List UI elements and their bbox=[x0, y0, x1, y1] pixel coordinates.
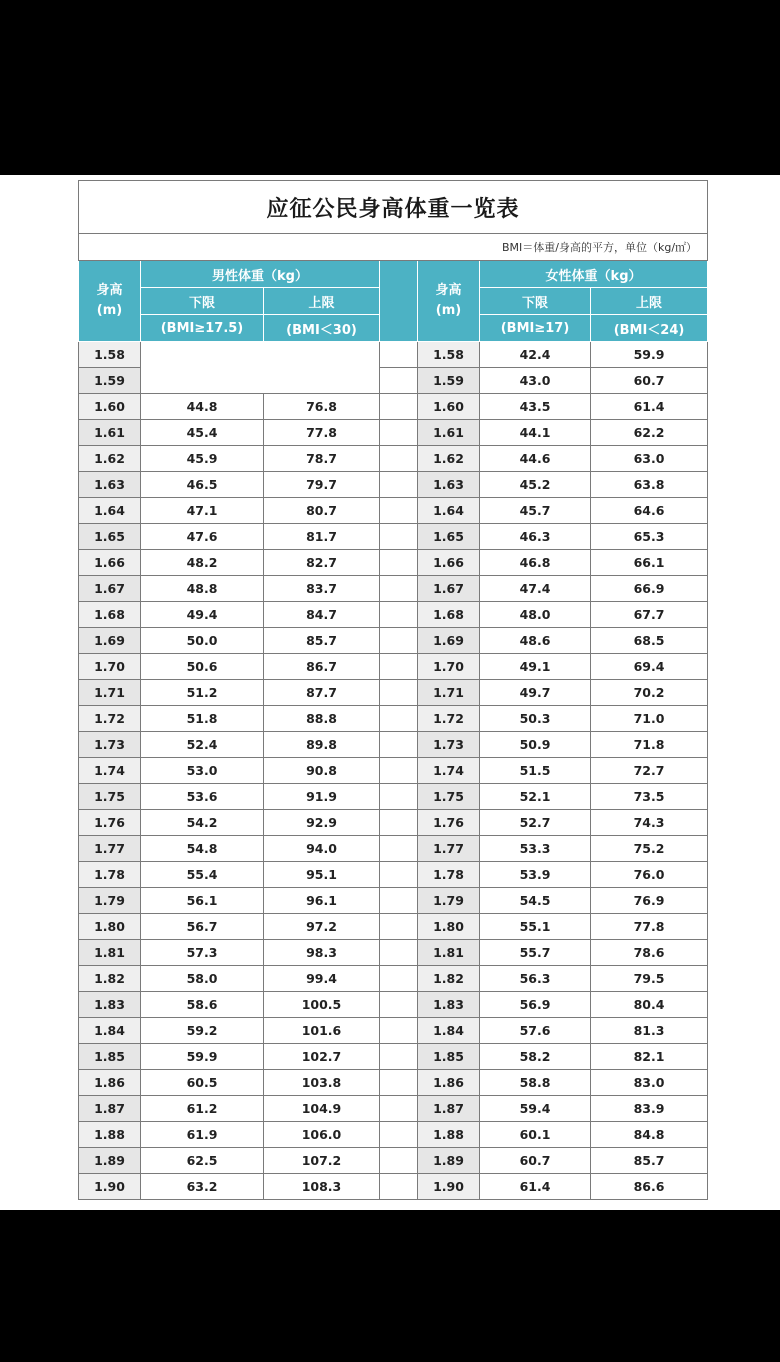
height-unit: (m) bbox=[435, 303, 462, 318]
male-upper-cell: 98.3 bbox=[264, 940, 380, 966]
female-height-cell: 1.70 bbox=[418, 654, 480, 680]
female-height-cell: 1.82 bbox=[418, 966, 480, 992]
female-lower-cell: 43.5 bbox=[480, 394, 591, 420]
female-height-cell: 1.61 bbox=[418, 420, 480, 446]
gap-cell bbox=[380, 550, 418, 576]
male-height-cell: 1.59 bbox=[79, 368, 141, 394]
female-lower-header: 下限 bbox=[480, 288, 591, 315]
female-height-header bbox=[418, 261, 480, 342]
male-height-cell: 1.84 bbox=[79, 1018, 141, 1044]
table-row bbox=[79, 1096, 708, 1122]
female-upper-cell: 83.9 bbox=[591, 1096, 708, 1122]
male-lower-cell: 58.0 bbox=[141, 966, 264, 992]
male-lower-cell: 46.5 bbox=[141, 472, 264, 498]
female-upper-cell: 86.6 bbox=[591, 1174, 708, 1200]
male-upper-cell: 101.6 bbox=[264, 1018, 380, 1044]
height-label: 身高 bbox=[96, 283, 123, 298]
male-upper-cell: 83.7 bbox=[264, 576, 380, 602]
table-row bbox=[79, 836, 708, 862]
gap-cell bbox=[380, 524, 418, 550]
male-lower-cell: 53.6 bbox=[141, 784, 264, 810]
female-upper-cell: 80.4 bbox=[591, 992, 708, 1018]
male-upper-cell: 89.8 bbox=[264, 732, 380, 758]
table-row bbox=[79, 576, 708, 602]
table-row bbox=[79, 1174, 708, 1200]
male-upper-cell: 78.7 bbox=[264, 446, 380, 472]
female-lower-cell: 60.7 bbox=[480, 1148, 591, 1174]
female-height-cell: 1.71 bbox=[418, 680, 480, 706]
gap-cell bbox=[380, 810, 418, 836]
male-upper-cell: 85.7 bbox=[264, 628, 380, 654]
table-row bbox=[79, 992, 708, 1018]
male-lower-cell: 57.3 bbox=[141, 940, 264, 966]
female-height-cell: 1.81 bbox=[418, 940, 480, 966]
male-upper-cell: 87.7 bbox=[264, 680, 380, 706]
table-row bbox=[79, 472, 708, 498]
female-upper-cell: 64.6 bbox=[591, 498, 708, 524]
gap-cell bbox=[380, 342, 418, 368]
male-height-cell: 1.63 bbox=[79, 472, 141, 498]
female-lower-cell: 51.5 bbox=[480, 758, 591, 784]
table-row bbox=[79, 966, 708, 992]
male-upper-cell: 95.1 bbox=[264, 862, 380, 888]
male-lower-cell: 47.1 bbox=[141, 498, 264, 524]
male-lower-cell: 59.2 bbox=[141, 1018, 264, 1044]
male-height-cell: 1.65 bbox=[79, 524, 141, 550]
gap-cell bbox=[380, 992, 418, 1018]
male-height-cell: 1.69 bbox=[79, 628, 141, 654]
female-lower-cell: 49.7 bbox=[480, 680, 591, 706]
female-lower-cell: 56.3 bbox=[480, 966, 591, 992]
male-height-cell: 1.79 bbox=[79, 888, 141, 914]
table-row bbox=[79, 940, 708, 966]
male-upper-cell: 86.7 bbox=[264, 654, 380, 680]
male-height-header bbox=[79, 261, 141, 342]
female-height-cell: 1.73 bbox=[418, 732, 480, 758]
female-lower-cell: 60.1 bbox=[480, 1122, 591, 1148]
female-height-cell: 1.80 bbox=[418, 914, 480, 940]
male-lower-cell: 52.4 bbox=[141, 732, 264, 758]
male-lower-cell: 51.8 bbox=[141, 706, 264, 732]
female-height-cell: 1.63 bbox=[418, 472, 480, 498]
female-lower-cell: 56.9 bbox=[480, 992, 591, 1018]
table-row bbox=[79, 654, 708, 680]
female-height-cell: 1.62 bbox=[418, 446, 480, 472]
male-upper-cell: 92.9 bbox=[264, 810, 380, 836]
male-height-cell: 1.89 bbox=[79, 1148, 141, 1174]
female-height-cell: 1.85 bbox=[418, 1044, 480, 1070]
bmi-note: BMI＝体重/身高的平方，单位（kg/㎡） bbox=[79, 234, 708, 261]
male-upper-cell: 99.4 bbox=[264, 966, 380, 992]
gap-cell bbox=[380, 498, 418, 524]
male-lower-cell: 62.5 bbox=[141, 1148, 264, 1174]
table-row bbox=[79, 1148, 708, 1174]
female-upper-cell: 84.8 bbox=[591, 1122, 708, 1148]
male-height-cell: 1.71 bbox=[79, 680, 141, 706]
male-height-cell: 1.72 bbox=[79, 706, 141, 732]
male-height-cell: 1.73 bbox=[79, 732, 141, 758]
height-label: 身高 bbox=[435, 283, 462, 298]
male-height-cell: 1.78 bbox=[79, 862, 141, 888]
male-height-cell: 1.83 bbox=[79, 992, 141, 1018]
table-row bbox=[79, 1122, 708, 1148]
female-height-cell: 1.72 bbox=[418, 706, 480, 732]
male-height-cell: 1.64 bbox=[79, 498, 141, 524]
male-upper-cell: 84.7 bbox=[264, 602, 380, 628]
male-upper-header: 上限 bbox=[264, 288, 380, 315]
male-height-cell: 1.85 bbox=[79, 1044, 141, 1070]
male-upper-cell: 96.1 bbox=[264, 888, 380, 914]
female-upper-cell: 73.5 bbox=[591, 784, 708, 810]
female-lower-cell: 58.8 bbox=[480, 1070, 591, 1096]
female-lower-cell: 44.1 bbox=[480, 420, 591, 446]
male-upper-cell: 90.8 bbox=[264, 758, 380, 784]
female-height-cell: 1.86 bbox=[418, 1070, 480, 1096]
male-weight-blank bbox=[141, 342, 380, 394]
female-lower-cell: 58.2 bbox=[480, 1044, 591, 1070]
female-upper-cell: 70.2 bbox=[591, 680, 708, 706]
male-lower-cell: 50.0 bbox=[141, 628, 264, 654]
female-height-cell: 1.74 bbox=[418, 758, 480, 784]
male-upper-cell: 103.8 bbox=[264, 1070, 380, 1096]
female-lower-cell: 49.1 bbox=[480, 654, 591, 680]
table-row bbox=[79, 1070, 708, 1096]
male-upper-cell: 91.9 bbox=[264, 784, 380, 810]
gap-cell bbox=[380, 732, 418, 758]
gap-cell bbox=[380, 758, 418, 784]
table-row bbox=[79, 1018, 708, 1044]
bmi-sheet bbox=[78, 180, 707, 1200]
table-row bbox=[79, 498, 708, 524]
table-row bbox=[79, 888, 708, 914]
male-height-cell: 1.90 bbox=[79, 1174, 141, 1200]
female-lower-cell: 48.0 bbox=[480, 602, 591, 628]
female-lower-cell: 61.4 bbox=[480, 1174, 591, 1200]
female-height-cell: 1.59 bbox=[418, 368, 480, 394]
male-height-cell: 1.76 bbox=[79, 810, 141, 836]
table-row bbox=[79, 862, 708, 888]
document-page bbox=[0, 175, 780, 1210]
male-lower-cell: 45.9 bbox=[141, 446, 264, 472]
gap-cell bbox=[380, 914, 418, 940]
gap-cell bbox=[380, 1044, 418, 1070]
table-row bbox=[79, 784, 708, 810]
female-upper-cell: 65.3 bbox=[591, 524, 708, 550]
female-upper-cell: 66.9 bbox=[591, 576, 708, 602]
female-upper-cell: 59.9 bbox=[591, 342, 708, 368]
table-row bbox=[79, 550, 708, 576]
male-height-cell: 1.66 bbox=[79, 550, 141, 576]
male-upper-cell: 102.7 bbox=[264, 1044, 380, 1070]
female-upper-bmi: (BMI＜24) bbox=[591, 315, 708, 342]
female-upper-cell: 60.7 bbox=[591, 368, 708, 394]
gap-cell bbox=[380, 1174, 418, 1200]
female-height-cell: 1.75 bbox=[418, 784, 480, 810]
male-upper-cell: 104.9 bbox=[264, 1096, 380, 1122]
male-weight-header: 男性体重（kg） bbox=[141, 261, 380, 288]
header-gap bbox=[380, 261, 418, 342]
male-lower-cell: 48.8 bbox=[141, 576, 264, 602]
gap-cell bbox=[380, 836, 418, 862]
female-upper-cell: 76.9 bbox=[591, 888, 708, 914]
male-lower-header: 下限 bbox=[141, 288, 264, 315]
male-lower-cell: 48.2 bbox=[141, 550, 264, 576]
male-upper-cell: 108.3 bbox=[264, 1174, 380, 1200]
gap-cell bbox=[380, 680, 418, 706]
male-lower-cell: 59.9 bbox=[141, 1044, 264, 1070]
female-height-cell: 1.67 bbox=[418, 576, 480, 602]
male-lower-cell: 51.2 bbox=[141, 680, 264, 706]
male-lower-cell: 50.6 bbox=[141, 654, 264, 680]
male-lower-cell: 56.7 bbox=[141, 914, 264, 940]
table-row bbox=[79, 342, 708, 368]
female-height-cell: 1.64 bbox=[418, 498, 480, 524]
male-upper-cell: 81.7 bbox=[264, 524, 380, 550]
male-upper-cell: 106.0 bbox=[264, 1122, 380, 1148]
male-height-cell: 1.70 bbox=[79, 654, 141, 680]
male-height-cell: 1.58 bbox=[79, 342, 141, 368]
male-lower-cell: 47.6 bbox=[141, 524, 264, 550]
table-row bbox=[79, 706, 708, 732]
gap-cell bbox=[380, 420, 418, 446]
gap-cell bbox=[380, 446, 418, 472]
gap-cell bbox=[380, 576, 418, 602]
female-height-cell: 1.84 bbox=[418, 1018, 480, 1044]
female-upper-cell: 83.0 bbox=[591, 1070, 708, 1096]
female-lower-cell: 46.3 bbox=[480, 524, 591, 550]
female-lower-cell: 52.1 bbox=[480, 784, 591, 810]
female-lower-cell: 53.9 bbox=[480, 862, 591, 888]
male-height-cell: 1.81 bbox=[79, 940, 141, 966]
female-upper-cell: 81.3 bbox=[591, 1018, 708, 1044]
female-upper-cell: 72.7 bbox=[591, 758, 708, 784]
male-upper-cell: 76.8 bbox=[264, 394, 380, 420]
male-height-cell: 1.67 bbox=[79, 576, 141, 602]
male-height-cell: 1.60 bbox=[79, 394, 141, 420]
female-upper-header: 上限 bbox=[591, 288, 708, 315]
female-upper-cell: 79.5 bbox=[591, 966, 708, 992]
male-upper-bmi: (BMI＜30) bbox=[264, 315, 380, 342]
gap-cell bbox=[380, 368, 418, 394]
male-lower-cell: 54.8 bbox=[141, 836, 264, 862]
table-row bbox=[79, 680, 708, 706]
gap-cell bbox=[380, 706, 418, 732]
female-lower-cell: 53.3 bbox=[480, 836, 591, 862]
female-height-cell: 1.83 bbox=[418, 992, 480, 1018]
female-height-cell: 1.65 bbox=[418, 524, 480, 550]
male-height-cell: 1.88 bbox=[79, 1122, 141, 1148]
female-upper-cell: 75.2 bbox=[591, 836, 708, 862]
female-height-cell: 1.66 bbox=[418, 550, 480, 576]
male-height-cell: 1.74 bbox=[79, 758, 141, 784]
table-row bbox=[79, 394, 708, 420]
table-row bbox=[79, 758, 708, 784]
female-lower-cell: 55.1 bbox=[480, 914, 591, 940]
female-upper-cell: 82.1 bbox=[591, 1044, 708, 1070]
female-upper-cell: 74.3 bbox=[591, 810, 708, 836]
gap-cell bbox=[380, 1070, 418, 1096]
male-lower-cell: 55.4 bbox=[141, 862, 264, 888]
male-height-cell: 1.61 bbox=[79, 420, 141, 446]
gap-cell bbox=[380, 1096, 418, 1122]
female-lower-bmi: (BMI≥17) bbox=[480, 315, 591, 342]
male-lower-cell: 58.6 bbox=[141, 992, 264, 1018]
female-lower-cell: 50.3 bbox=[480, 706, 591, 732]
height-unit: (m) bbox=[96, 303, 123, 318]
male-upper-cell: 80.7 bbox=[264, 498, 380, 524]
male-upper-cell: 100.5 bbox=[264, 992, 380, 1018]
male-lower-cell: 60.5 bbox=[141, 1070, 264, 1096]
female-height-cell: 1.76 bbox=[418, 810, 480, 836]
female-upper-cell: 77.8 bbox=[591, 914, 708, 940]
male-height-cell: 1.77 bbox=[79, 836, 141, 862]
female-height-cell: 1.87 bbox=[418, 1096, 480, 1122]
male-height-cell: 1.87 bbox=[79, 1096, 141, 1122]
male-upper-cell: 82.7 bbox=[264, 550, 380, 576]
female-weight-header: 女性体重（kg） bbox=[480, 261, 708, 288]
gap-cell bbox=[380, 394, 418, 420]
male-lower-cell: 53.0 bbox=[141, 758, 264, 784]
table-row bbox=[79, 914, 708, 940]
male-height-cell: 1.62 bbox=[79, 446, 141, 472]
male-upper-cell: 107.2 bbox=[264, 1148, 380, 1174]
table-row bbox=[79, 628, 708, 654]
female-height-cell: 1.58 bbox=[418, 342, 480, 368]
female-upper-cell: 71.8 bbox=[591, 732, 708, 758]
table-body bbox=[79, 342, 708, 1200]
female-height-cell: 1.60 bbox=[418, 394, 480, 420]
male-lower-bmi: (BMI≥17.5) bbox=[141, 315, 264, 342]
gap-cell bbox=[380, 472, 418, 498]
male-lower-cell: 61.9 bbox=[141, 1122, 264, 1148]
male-height-cell: 1.80 bbox=[79, 914, 141, 940]
male-upper-cell: 94.0 bbox=[264, 836, 380, 862]
male-upper-cell: 97.2 bbox=[264, 914, 380, 940]
female-upper-cell: 71.0 bbox=[591, 706, 708, 732]
table-row bbox=[79, 732, 708, 758]
female-height-cell: 1.90 bbox=[418, 1174, 480, 1200]
female-lower-cell: 43.0 bbox=[480, 368, 591, 394]
table-row bbox=[79, 446, 708, 472]
male-lower-cell: 56.1 bbox=[141, 888, 264, 914]
female-height-cell: 1.79 bbox=[418, 888, 480, 914]
female-lower-cell: 52.7 bbox=[480, 810, 591, 836]
female-height-cell: 1.89 bbox=[418, 1148, 480, 1174]
male-height-cell: 1.68 bbox=[79, 602, 141, 628]
female-upper-cell: 78.6 bbox=[591, 940, 708, 966]
female-upper-cell: 66.1 bbox=[591, 550, 708, 576]
gap-cell bbox=[380, 1018, 418, 1044]
gap-cell bbox=[380, 966, 418, 992]
female-upper-cell: 68.5 bbox=[591, 628, 708, 654]
table-title: 应征公民身高体重一览表 bbox=[79, 181, 708, 234]
female-upper-cell: 61.4 bbox=[591, 394, 708, 420]
table-row bbox=[79, 420, 708, 446]
male-lower-cell: 45.4 bbox=[141, 420, 264, 446]
male-upper-cell: 79.7 bbox=[264, 472, 380, 498]
table-row bbox=[79, 602, 708, 628]
female-height-cell: 1.88 bbox=[418, 1122, 480, 1148]
female-upper-cell: 63.0 bbox=[591, 446, 708, 472]
male-lower-cell: 44.8 bbox=[141, 394, 264, 420]
gap-cell bbox=[380, 1148, 418, 1174]
male-lower-cell: 61.2 bbox=[141, 1096, 264, 1122]
male-upper-cell: 77.8 bbox=[264, 420, 380, 446]
female-lower-cell: 59.4 bbox=[480, 1096, 591, 1122]
gap-cell bbox=[380, 602, 418, 628]
female-lower-cell: 42.4 bbox=[480, 342, 591, 368]
male-lower-cell: 63.2 bbox=[141, 1174, 264, 1200]
female-upper-cell: 63.8 bbox=[591, 472, 708, 498]
gap-cell bbox=[380, 654, 418, 680]
male-height-cell: 1.86 bbox=[79, 1070, 141, 1096]
gap-cell bbox=[380, 888, 418, 914]
table-row bbox=[79, 524, 708, 550]
female-lower-cell: 44.6 bbox=[480, 446, 591, 472]
gap-cell bbox=[380, 1122, 418, 1148]
female-height-cell: 1.69 bbox=[418, 628, 480, 654]
female-lower-cell: 57.6 bbox=[480, 1018, 591, 1044]
male-height-cell: 1.82 bbox=[79, 966, 141, 992]
male-upper-cell: 88.8 bbox=[264, 706, 380, 732]
female-upper-cell: 85.7 bbox=[591, 1148, 708, 1174]
female-lower-cell: 48.6 bbox=[480, 628, 591, 654]
height-weight-table bbox=[78, 180, 708, 1200]
female-upper-cell: 62.2 bbox=[591, 420, 708, 446]
gap-cell bbox=[380, 940, 418, 966]
table-row bbox=[79, 810, 708, 836]
female-lower-cell: 47.4 bbox=[480, 576, 591, 602]
female-height-cell: 1.68 bbox=[418, 602, 480, 628]
female-upper-cell: 69.4 bbox=[591, 654, 708, 680]
gap-cell bbox=[380, 784, 418, 810]
gap-cell bbox=[380, 628, 418, 654]
female-upper-cell: 67.7 bbox=[591, 602, 708, 628]
female-height-cell: 1.78 bbox=[418, 862, 480, 888]
male-height-cell: 1.75 bbox=[79, 784, 141, 810]
female-lower-cell: 55.7 bbox=[480, 940, 591, 966]
female-lower-cell: 50.9 bbox=[480, 732, 591, 758]
table-row bbox=[79, 1044, 708, 1070]
female-lower-cell: 45.2 bbox=[480, 472, 591, 498]
female-height-cell: 1.77 bbox=[418, 836, 480, 862]
gap-cell bbox=[380, 862, 418, 888]
female-lower-cell: 46.8 bbox=[480, 550, 591, 576]
male-lower-cell: 54.2 bbox=[141, 810, 264, 836]
female-lower-cell: 45.7 bbox=[480, 498, 591, 524]
female-lower-cell: 54.5 bbox=[480, 888, 591, 914]
male-lower-cell: 49.4 bbox=[141, 602, 264, 628]
female-upper-cell: 76.0 bbox=[591, 862, 708, 888]
